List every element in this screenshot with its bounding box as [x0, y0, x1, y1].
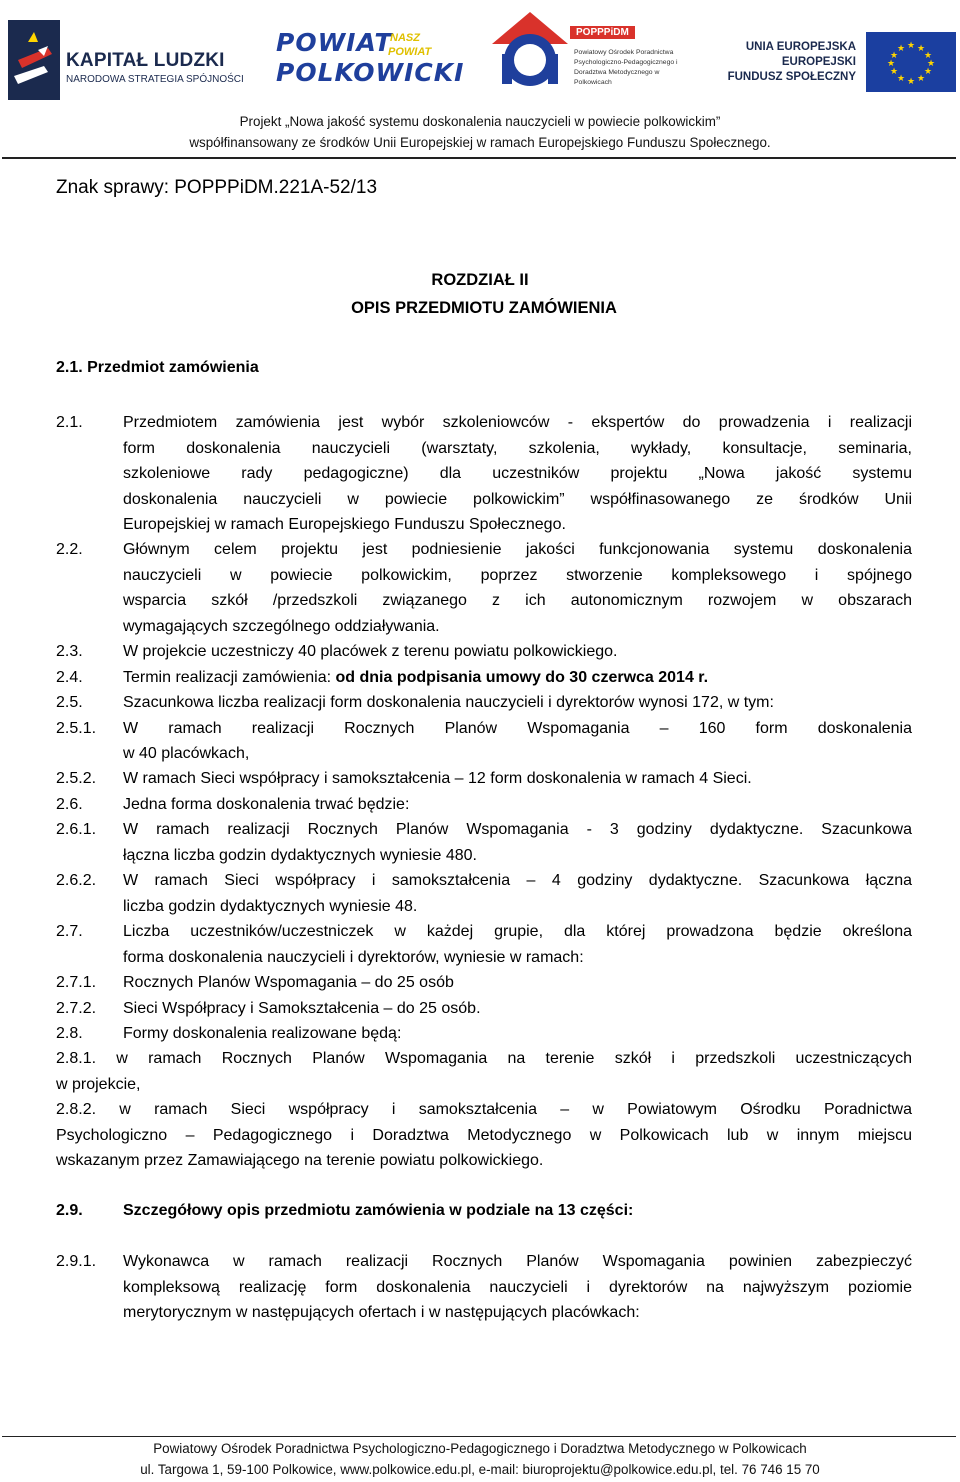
- eu-text-line1: UNIA EUROPEJSKA: [745, 41, 856, 53]
- item-2-9-1-line: kompleksową realizację form doskonalenia nauczycieli i dyrektorów na najwyższym poziomie: [123, 1278, 912, 1296]
- chapter-subtitle: OPIS PRZEDMIOTU ZAMÓWIENIA: [351, 299, 617, 317]
- item-number: 2.5.1.: [56, 719, 97, 737]
- eu-text-line3: FUNDUSZ SPOŁECZNY: [727, 71, 856, 83]
- item-2-2-line: wymagających szczególnego oddziaływania.: [123, 617, 440, 635]
- item-2-9-1-line: merytorycznym w następujących ofertach i w następujących placówkach:: [123, 1304, 640, 1321]
- item-2-9-1-line: Wykonawca w ramach realizacji Rocznych Planów Wspomagania powinien zabezpieczyć: [123, 1253, 912, 1270]
- item-2-2-line: Głównym celem projektu jest podniesienie jakości funkcjonowania systemu doskonalenia: [123, 541, 912, 558]
- item-number: 2.7.2.: [56, 999, 97, 1017]
- item-2-6-2-line: liczba godzin dydaktycznych wyniesie 48.: [123, 897, 418, 915]
- item-2-8-1-line: 2.8.1. w ramach Rocznych Planów Wspomagania na terenie szkół i przedszkoli uczestniczących: [56, 1050, 912, 1067]
- item-number: 2.3.: [56, 643, 83, 660]
- item-2-5-2-text: W ramach Sieci współpracy i samokształcenia – 12 form doskonalenia w ramach 4 Sieci.: [123, 770, 752, 787]
- powiat-tag-powiat: POWIAT: [388, 46, 432, 58]
- item-2-7-line: forma doskonalenia nauczycieli i dyrektorów, wyniesie w ramach:: [123, 948, 584, 966]
- item-2-5-text: Szacunkowa liczba realizacji form doskonalenia nauczycieli i dyrektorów wynosi 172, w tym:: [123, 694, 774, 711]
- chapter-title: ROZDZIAŁ II: [431, 271, 529, 289]
- kapital-ludzki-title: KAPITAŁ LUDZKI: [66, 50, 225, 71]
- kapital-ludzki-emblem-icon: [8, 20, 60, 100]
- item-number: 2.5.: [56, 694, 83, 711]
- kapital-ludzki-subtitle: NARODOWA STRATEGIA SPÓJNOŚCI: [66, 74, 244, 85]
- popppidm-emblem-icon: [482, 8, 572, 96]
- svg-text:★: ★: [886, 59, 896, 69]
- item-2-1-line: doskonalenia nauczycieli w powiecie polkowickim” współfinasowanego ze środków Unii: [123, 490, 912, 508]
- svg-text:★: ★: [906, 77, 916, 87]
- svg-text:★: ★: [889, 67, 899, 77]
- project-line-1: Projekt „Nowa jakość systemu doskonalenia nauczycieli w powiecie polkowickim”: [239, 114, 721, 129]
- item-2-1-line: Europejskiej w ramach Europejskiego Funduszu Społecznego.: [123, 516, 566, 533]
- item-2-4-deadline: od dnia podpisania umowy do 30 czerwca 2014 r.: [335, 668, 709, 686]
- item-2-2-line: wsparcia szkół /przedszkoli związanego z ich autonomicznym rozwojem w obszarach: [123, 592, 912, 609]
- item-number: 2.8.: [56, 1025, 83, 1042]
- item-2-6-2-line: W ramach Sieci współpracy i samokształcenia – 4 godziny dydaktyczne. Szacunkowa łączna: [123, 872, 912, 889]
- popppidm-badge: POPPPiDM: [570, 26, 635, 39]
- svg-text:★: ★: [896, 74, 906, 84]
- svg-text:★: ★: [923, 67, 933, 77]
- powiat-polkowicki-logo: [276, 28, 465, 90]
- item-number: 2.4.: [56, 668, 83, 686]
- item-number: 2.6.1.: [56, 821, 97, 838]
- item-2-8-2-line: wskazanym przez Zamawiającego na terenie powiatu polkowickiego.: [56, 1152, 544, 1169]
- item-2-7-line: Liczba uczestników/uczestniczek w każdej grupie, dla której prowadzona będzie określona: [123, 923, 912, 940]
- svg-text:★: ★: [906, 41, 916, 51]
- item-2-8-2-line: 2.8.2. w ramach Sieci współpracy i samokształcenia – w Powiatowym Ośrodku Poradnictwa: [56, 1101, 912, 1118]
- item-2-6-1-line: łączna liczba godzin dydaktycznych wyniesie 480.: [123, 846, 477, 864]
- item-2-5-1-line: W ramach realizacji Rocznych Planów Wspomagania – 160 form doskonalenia: [123, 719, 912, 737]
- polkowicki-word: POLKOWICKI: [276, 58, 465, 87]
- svg-text:★: ★: [926, 59, 936, 69]
- section-heading: 2.1. Przedmiot zamówienia: [56, 359, 259, 376]
- item-2-8-2-line: Psychologiczno – Pedagogicznego i Doradztwa Metodycznego w Polkowicach lub w innym miejscu: [56, 1126, 912, 1144]
- popppidm-name: Powiatowy Ośrodek Poradnictwa Psychologiczno-Pedagogicznego i Doradztwa Metodycznego w Polkowicach: [574, 49, 678, 86]
- svg-text:★: ★: [923, 51, 933, 61]
- item-2-1-line: szkoleniowe rady pedagogiczne) dla uczestników projektu „Nowa jakość systemu: [123, 465, 912, 482]
- item-2-7-1-text: Rocznych Planów Wspomagania – do 25 osób: [123, 974, 454, 991]
- eu-text-line2: EUROPEJSKI: [781, 56, 856, 68]
- svg-text:★: ★: [889, 51, 899, 61]
- item-2-3-text: W projekcie uczestniczy 40 placówek z terenu powiatu polkowickiego.: [123, 643, 618, 660]
- popppidm-logo: [482, 8, 682, 96]
- item-2-1-line: Przedmiotem zamówienia jest wybór szkoleniowców - ekspertów do prowadzenia i realizacji: [123, 414, 912, 431]
- item-2-9-heading: Szczegółowy opis przedmiotu zamówienia w podziale na 13 części:: [123, 1202, 634, 1219]
- header-divider: [2, 157, 956, 159]
- item-number: 2.9.1.: [56, 1253, 97, 1270]
- item-2-8-text: Formy doskonalenia realizowane będą:: [123, 1025, 402, 1042]
- item-2-5-1-line: w 40 placówkach,: [123, 745, 250, 762]
- svg-text:★: ★: [916, 44, 926, 54]
- item-2-4-label: Termin realizacji zamówienia:: [123, 668, 336, 686]
- eu-flag-icon: [866, 32, 956, 92]
- item-number: 2.6.: [56, 795, 83, 813]
- item-2-8-1-line: w projekcie,: [56, 1075, 141, 1093]
- item-number: 2.7.1.: [56, 974, 97, 991]
- item-number: 2.2.: [56, 541, 83, 558]
- eu-text: [726, 40, 856, 85]
- item-2-1-line: form doskonalenia nauczycieli (warsztaty, szkolenia, wykłady, konsultacje, seminaria,: [123, 439, 912, 457]
- case-number: Znak sprawy: POPPPiDM.221A-52/13: [56, 177, 378, 198]
- footer-divider: [2, 1436, 956, 1437]
- project-line-2: współfinansowany ze środków Unii Europejskiej w ramach Europejskiego Funduszu Społecznego.: [189, 135, 771, 150]
- item-2-6-text: Jedna forma doskonalenia trwać będzie:: [123, 795, 410, 813]
- item-number: 2.9.: [56, 1202, 83, 1219]
- eu-logo: [726, 32, 956, 96]
- powiat-tag-nasz: NASZ: [390, 32, 420, 44]
- kapital-ludzki-logo: [8, 20, 248, 102]
- item-number: 2.7.: [56, 923, 83, 940]
- item-number: 2.6.2.: [56, 872, 97, 889]
- item-2-4-text: [123, 665, 708, 691]
- item-2-2-line: nauczycieli w powiecie polkowickim, poprzez stworzenie kompleksowego i spójnego: [123, 566, 912, 584]
- item-2-7-2-text: Sieci Współpracy i Samokształcenia – do 25 osób.: [123, 999, 481, 1017]
- svg-text:★: ★: [916, 74, 926, 84]
- svg-text:★: ★: [896, 44, 906, 54]
- item-2-6-1-line: W ramach realizacji Rocznych Planów Wspomagania - 3 godziny dydaktyczne. Szacunkowa: [123, 821, 912, 838]
- footer-line-2: ul. Targowa 1, 59-100 Polkowice, www.polkowice.edu.pl, e-mail: biuroprojektu@polkowice.edu.pl, tel. 76 746 15 70: [140, 1462, 820, 1477]
- logo-bar: [0, 0, 960, 110]
- item-number: 2.1.: [56, 414, 83, 431]
- item-number: 2.5.2.: [56, 770, 97, 787]
- footer-line-1: Powiatowy Ośrodek Poradnictwa Psychologiczno-Pedagogicznego i Doradztwa Metodycznego w Polkowicach: [153, 1441, 807, 1456]
- powiat-word: POWIAT: [276, 28, 393, 57]
